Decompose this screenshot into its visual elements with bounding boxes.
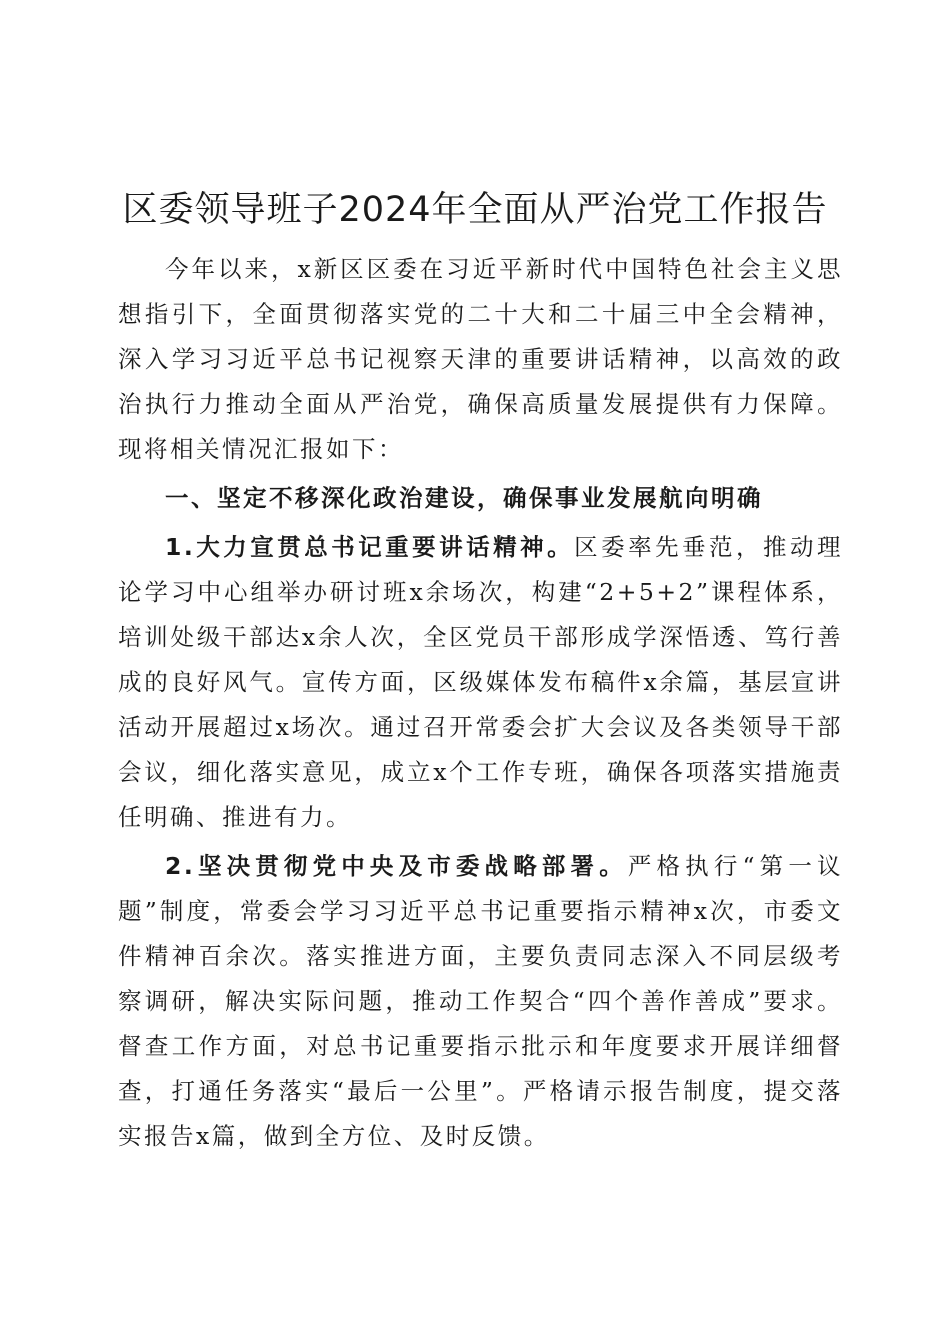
document-title: 区委领导班子2024年全面从严治党工作报告 [122, 190, 828, 230]
section-heading-text: 一、坚定不移深化政治建设，确保事业发展航向明确 [165, 484, 763, 512]
item-paragraph-2 [118, 844, 843, 1159]
item-2-text: 严格执行“第一议题”制度，常委会学习习近平总书记重要指示精神x次，市委文件精神百余次。落实推进方面，主要负责同志深入不同层级考察调研，解决实际问题，推动工作契合“四个善作善成”要求。督查工作方面，对总书记重要指示批示和年度要求开展详细督查，打通任务落实“最后一公里”。严格请示报告制度，提交落实报告x篇，做到全方位、及时反馈。 [118, 852, 844, 1150]
section-heading [118, 476, 843, 521]
item-2-lead: 2.坚决贯彻党中央及市委战略部署。 [165, 852, 628, 880]
item-1-lead: 1.大力宣贯总书记重要讲话精神。 [165, 533, 575, 561]
intro-paragraph: 今年以来，x新区区委在习近平新时代中国特色社会主义思想指引下，全面贯彻落实党的二十大和二十届三中全会精神，深入学习习近平总书记视察天津的重要讲话精神，以高效的政治执行力推动全面从严治党，确保高质量发展提供有力保障。现将相关情况汇报如下： [118, 255, 843, 463]
item-paragraph-1 [118, 525, 843, 840]
item-1-text: 区委率先垂范，推动理论学习中心组举办研讨班x余场次，构建“2+5+2”课程体系，培训处级干部达x余人次，全区党员干部形成学深悟透、笃行善成的良好风气。宣传方面，区级媒体发布稿件x余篇，基层宣讲活动开展超过x场次。通过召开常委会扩大会议及各类领导干部会议，细化落实意见，成立x个工作专班，确保各项落实措施责任明确、推进有力。 [118, 533, 844, 831]
document-body [118, 247, 843, 1159]
